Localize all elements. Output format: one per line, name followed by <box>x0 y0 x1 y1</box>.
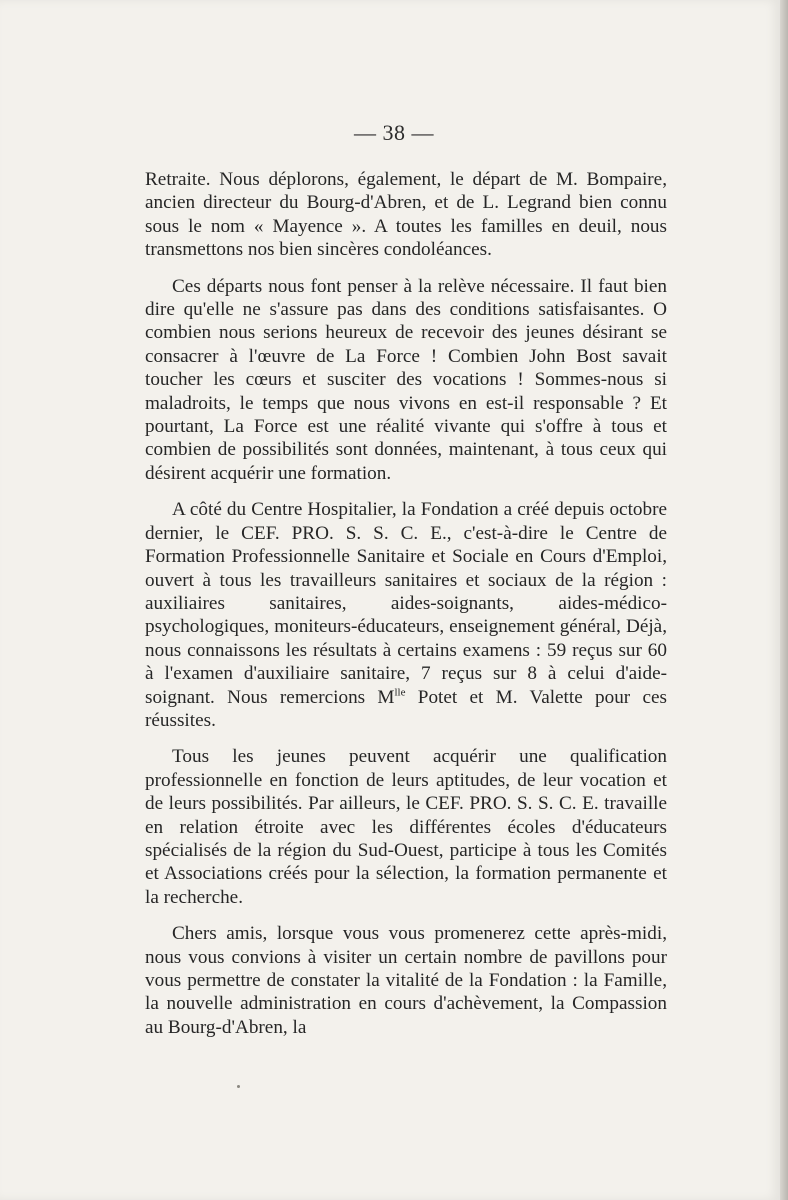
body-text <box>145 168 667 1052</box>
paragraph-3 <box>145 498 667 732</box>
page-edge <box>780 0 788 1200</box>
superscript-lle: lle <box>394 686 406 699</box>
paragraph-3-text-end: Potet et M. Valette pour ces réussites. <box>145 686 667 731</box>
page-number: — 38 — <box>354 120 434 145</box>
paragraph-5: Chers amis, lorsque vous vous promenerez cette après-midi, nous vous convions à visiter un certain nombre de pavillons pour vous permettre de constater la vitalité de la Fondation : la Famille, la nouvelle administration en cours d'achèvement, la Compassion au Bourg-d'Abren, la <box>145 923 667 1038</box>
paper-speck <box>237 1085 240 1088</box>
paragraph-2: Ces départs nous font penser à la relève nécessaire. Il faut bien dire qu'elle ne s'assure pas dans des conditions satisfaisantes. O combien nous serions heureux de recevoir des jeunes désirant se consacrer à l'œuvre de La Force ! Combien John Bost savait toucher les cœurs et susciter des vocations ! Sommes-nous si maladroits, le temps que nous vivons en est-il responsable ? Et pourtant, La Force est une réalité vivante qui s'offre à tous et combien de possibilités sont données, maintenant, à tous ceux qui désirent acquérir une formation. <box>145 275 667 484</box>
paragraph-1: Retraite. Nous déplorons, également, le départ de M. Bompaire, ancien directeur du Bourg-d'Abren, et de L. Legrand bien connu sous le nom « Mayence ». A toutes les familles en deuil, nous transmettons nos bien sincères condoléances. <box>145 169 667 261</box>
paragraph-4: Tous les jeunes peuvent acquérir une qualification professionnelle en fonction de leurs aptitudes, de leur vocation et de leurs possibilités. Par ailleurs, le CEF. PRO. S. S. C. E. travaille en relation étroite avec les différentes écoles d'éducateurs spécialisés de la région du Sud-Ouest, participe à tous les Comités et Associations créés pour la sélection, la formation permanente et la recherche. <box>145 746 667 908</box>
paragraph-3-text: A côté du Centre Hospitalier, la Fondation a créé depuis octobre dernier, le CEF. PRO. S. S. C. E., c'est-à-dire le Centre de Formation Professionnelle Sanitaire et Sociale en Cours d'Emploi, ouvert à tous les travailleurs sanitaires et sociaux de la région : auxiliaires sanitaires, aides-soignants, aides-médico-psychologiques, moniteurs-éducateurs, enseignement général, Déjà, nous connaissons les résultats à certains examens : 59 reçus sur 60 à l'examen d'auxiliaire sanitaire, 7 reçus sur 8 à celui d'aide-soignant. Nous remercions M <box>145 499 667 708</box>
